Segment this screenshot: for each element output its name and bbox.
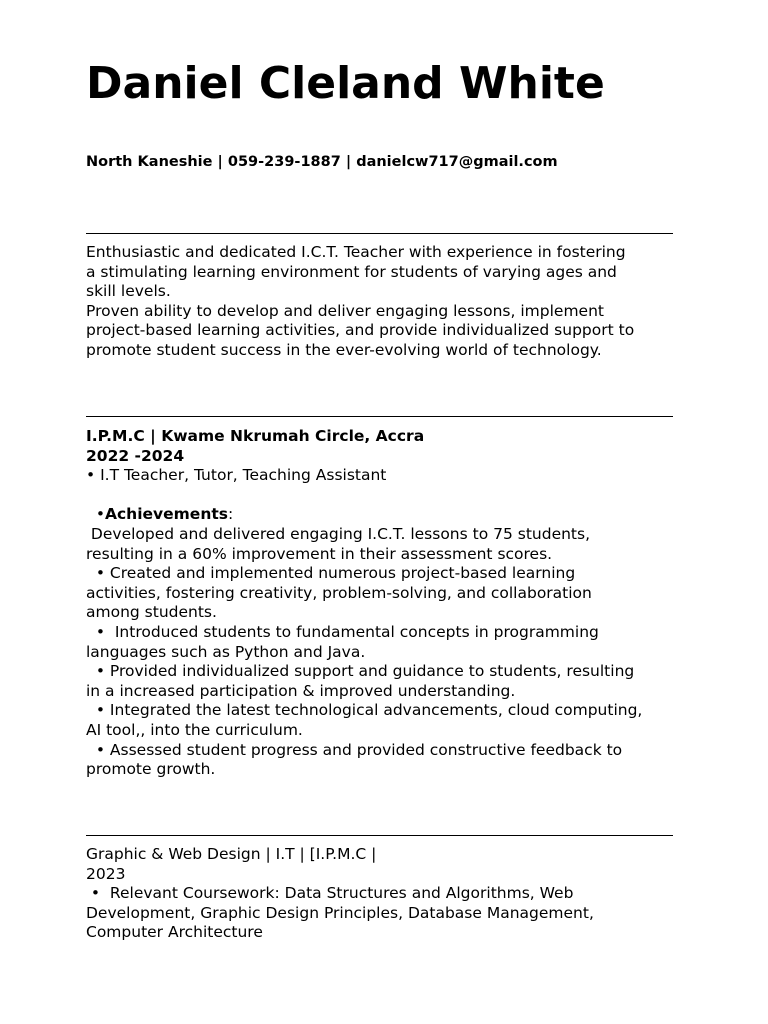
coursework-line: Development, Graphic Design Principles, Database Management, [86, 903, 594, 922]
achievement-line: • Provided individualized support and guidance to students, resulting [86, 662, 635, 681]
job-roles: • I.T Teacher, Tutor, Teaching Assistant [86, 466, 387, 485]
achievement-line: promote growth. [86, 760, 216, 779]
summary-section [86, 243, 676, 361]
achievement-line: resulting in a 60% improvement in their assessment scores. [86, 544, 553, 563]
experience-section [86, 427, 676, 780]
achievements-colon: : [228, 505, 234, 524]
summary-line: promote student success in the ever-evolving world of technology. [86, 340, 602, 359]
section-divider-summary [86, 233, 673, 234]
education-program: Graphic & Web Design | I.T | [I.P.M.C | [86, 845, 377, 863]
achievement-line: languages such as Python and Java. [86, 642, 366, 661]
achievement-line: Developed and delivered engaging I.C.T. lessons to 75 students, [86, 524, 591, 543]
employment-dates: 2022 -2024 [86, 446, 185, 465]
spacer [86, 486, 676, 506]
candidate-name: Daniel Cleland White [86, 58, 605, 109]
summary-line: project-based learning activities, and provide individualized support to [86, 321, 635, 340]
achievement-line: in a increased participation & improved understanding. [86, 681, 516, 700]
achievements-heading [86, 505, 676, 525]
contact-line: North Kaneshie | 059-239-1887 | danielcw717@gmail.com [86, 154, 558, 170]
achievements-bullet: • [86, 505, 105, 524]
summary-line: Enthusiastic and dedicated I.C.T. Teacher with experience in fostering [86, 243, 626, 261]
employer-heading: I.P.M.C | Kwame Nkrumah Circle, Accra [86, 427, 425, 445]
achievement-line: activities, fostering creativity, problem-solving, and collaboration [86, 583, 592, 602]
section-divider-experience [86, 416, 673, 417]
coursework-line: • Relevant Coursework: Data Structures and Algorithms, Web [86, 884, 574, 903]
achievement-line: among students. [86, 603, 217, 622]
education-section [86, 845, 676, 943]
achievements-label: Achievements [105, 505, 228, 524]
achievement-line: AI tool,, into the curriculum. [86, 720, 303, 739]
education-year: 2023 [86, 864, 126, 883]
achievement-line: • Assessed student progress and provided constructive feedback to [86, 740, 623, 759]
achievement-line: • Created and implemented numerous project-based learning [86, 564, 576, 583]
summary-line: Proven ability to develop and deliver engaging lessons, implement [86, 301, 604, 320]
achievement-line: • Introduced students to fundamental concepts in programming [86, 622, 599, 641]
achievement-line: • Integrated the latest technological advancements, cloud computing, [86, 701, 643, 720]
summary-line: skill levels. [86, 282, 171, 301]
section-divider-education [86, 835, 673, 836]
coursework-line: Computer Architecture [86, 923, 263, 942]
summary-line: a stimulating learning environment for students of varying ages and [86, 262, 617, 281]
